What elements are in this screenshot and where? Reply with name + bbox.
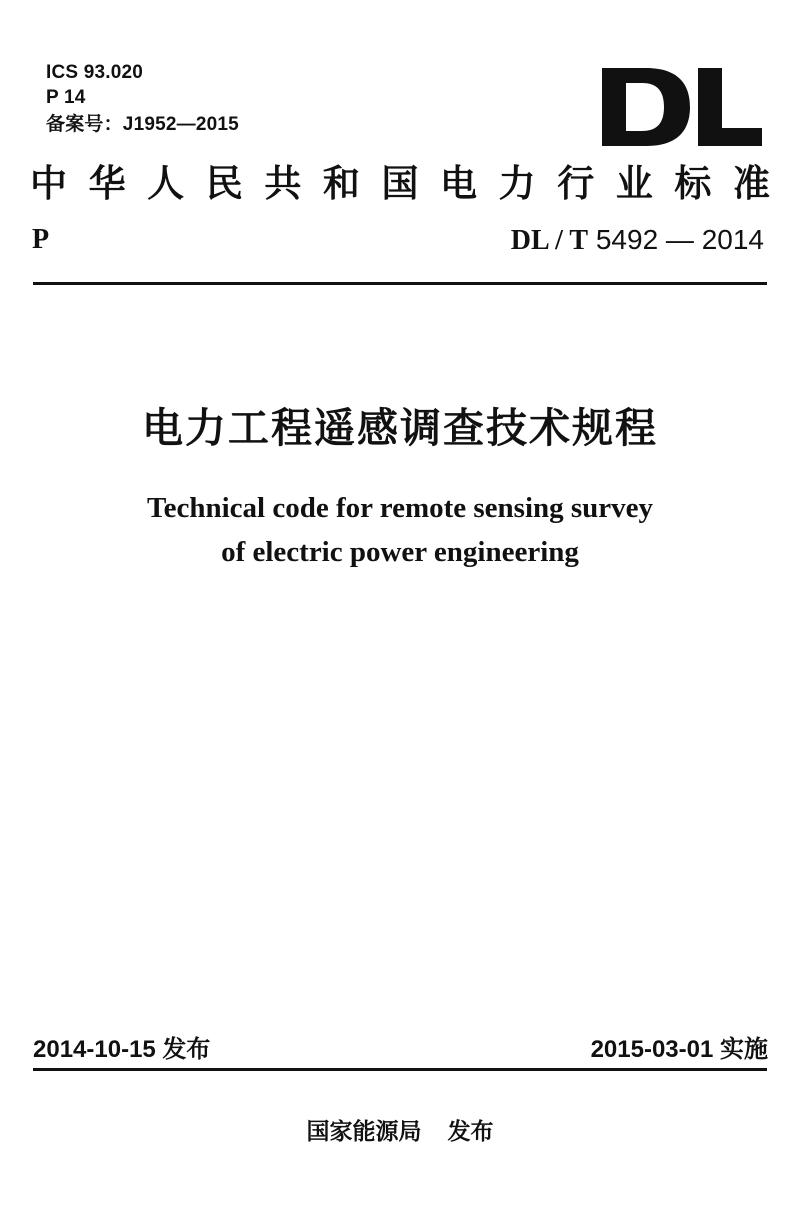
org-title-char: 和 xyxy=(322,161,360,205)
standard-prefix: DL / T xyxy=(510,225,589,256)
issue-date: 2014-10-15 发布 xyxy=(33,1036,211,1063)
org-title-char: 业 xyxy=(615,161,653,205)
ics-code: ICS 93.020 xyxy=(46,62,144,83)
org-title-char: 民 xyxy=(205,161,243,205)
publisher-name: 国家能源局 xyxy=(306,1119,422,1145)
org-title-char: 电 xyxy=(440,161,478,205)
category-letter: P xyxy=(32,224,50,255)
standard-number xyxy=(511,222,764,259)
org-title-char: 准 xyxy=(732,161,770,205)
title-english-line2: of electric power engineering xyxy=(221,536,579,568)
org-title-char: 华 xyxy=(88,161,126,205)
org-title-char: 力 xyxy=(498,161,536,205)
standard-code: 5492 — 2014 xyxy=(595,224,764,255)
org-title-char: 国 xyxy=(381,161,419,205)
classification-code: P 14 xyxy=(46,87,86,108)
dl-logo xyxy=(602,68,762,146)
org-title-char: 行 xyxy=(557,161,595,205)
implementation-date: 2015-03-01 实施 xyxy=(590,1036,768,1063)
org-title-char: 共 xyxy=(264,161,302,205)
record-number: 备案号：J1952—2015 xyxy=(46,114,239,135)
title-english-line1: Technical code for remote sensing survey xyxy=(146,492,654,524)
org-title-char: 标 xyxy=(674,161,712,205)
org-title xyxy=(30,158,770,208)
publisher-action: 发布 xyxy=(447,1119,494,1145)
top-divider xyxy=(33,282,767,285)
org-title-char: 中 xyxy=(30,161,67,205)
publisher xyxy=(0,1115,800,1149)
org-title-char: 人 xyxy=(147,161,185,205)
bottom-divider xyxy=(33,1068,767,1071)
title-chinese: 电力工程遥感调查技术规程 xyxy=(142,404,658,452)
